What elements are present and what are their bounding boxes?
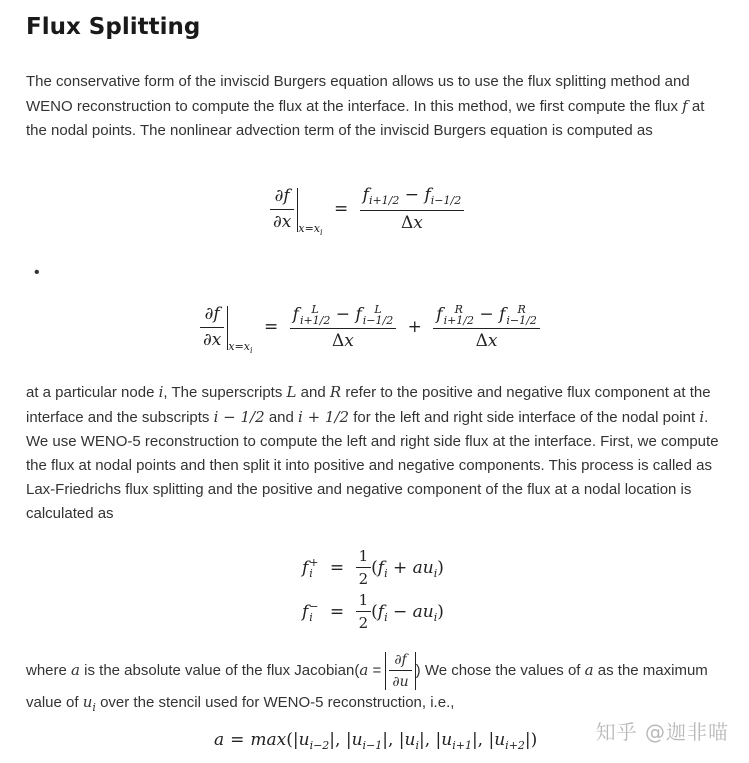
equation-derivative-flux: $\frac{\partial f}{\partial x}$ $_{x=x_i}$ = $\frac{f_{i+1/2} - f_{i-1/2}}{\Delta x}$: [270, 186, 464, 237]
equation-split-flux: $\frac{\partial f}{\partial x}$ $_{x=x_i}$ = f L i+1/2 − f L i−1/2 Δx + f R i+1/2 − f R i−1/2 Δx: [200, 304, 540, 355]
bullet-point: •: [34, 264, 40, 281]
intro-paragraph: The conservative form of the inviscid Burgers equation allows us to use the flux splitting method and WENO reconstruction to compute the flux at the interface. In this method, we first compute the flux f at the nodal points. The nonlinear advection term of the inviscid Burgers equation is computed as: [26, 73, 705, 139]
equation-max-speed: $a = \max(|u_{i-2}|$, $|u_{i-1}|$, $|u_i|$, $|u_{i+1}|$, $|u_{i+2}|$): [214, 730, 538, 752]
equation-positive-flux: f + i = $\frac{1}{2}$ $(f_i + au_i)$: [302, 547, 444, 589]
equation-negative-flux: f − i = $\frac{1}{2}$ $(f_i - au_i)$: [302, 591, 444, 633]
zhihu-watermark: 知乎 @迦非喵: [595, 720, 729, 744]
page-title: Flux Splitting: [26, 14, 201, 40]
explanation-paragraph: at a particular node i, The superscripts L and R refer to the positive and negative flux component at the interface and the subscripts i − 1/2 and i + 1/2 for the left and right side interface of the nodal point i. We use WENO-5 reconstruction to compute the left and right side flux at the interface. First, we compute the flux at nodal points and then split it into positive and negative components. This process is called as Lax-Friedrichs flux splitting and the positive and negative component of the flux at a nodal location is calculated as: [26, 383, 719, 522]
jacobian-paragraph: where a is the absolute value of the flux Jacobian(a = $\frac{\partial f}{\partial u}$ ) We chose the values of a as the maximum value of $u_i$ over the stencil used for WENO-5 reconstruction, i.e.,: [26, 652, 708, 715]
